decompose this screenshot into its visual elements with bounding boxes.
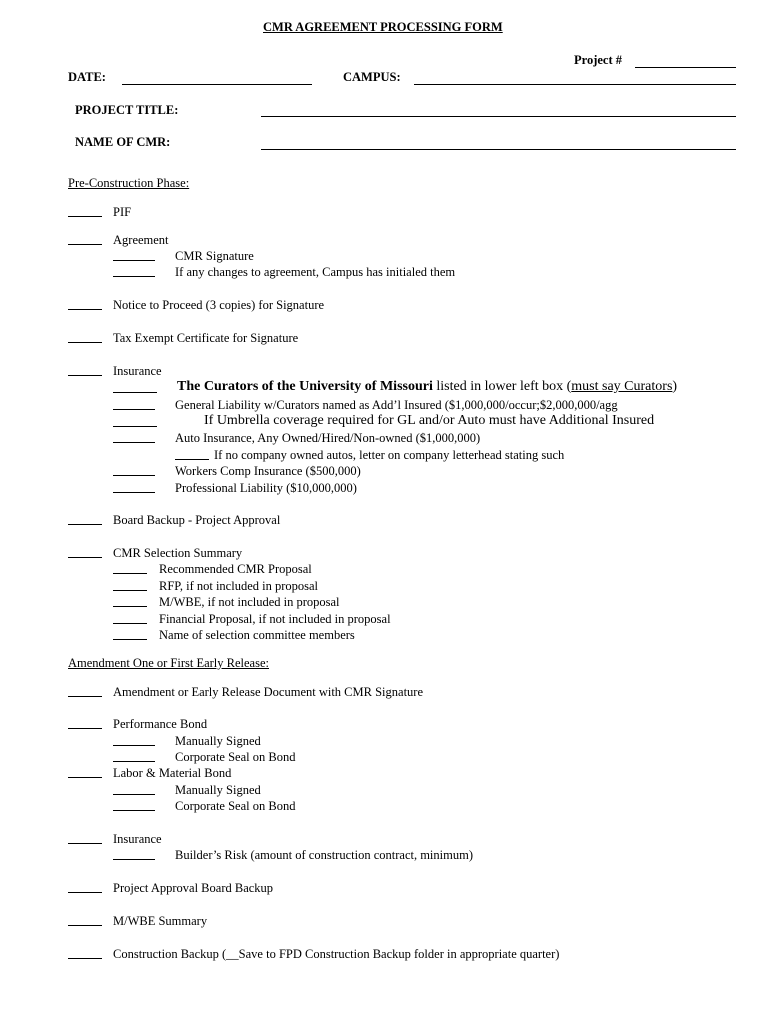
gl-item: General Liability w/Curators named as Add’l Insured ($1,000,000/occur;$2,000,000/agg: [175, 398, 618, 412]
workers-comp-item: Workers Comp Insurance ($500,000): [175, 464, 361, 478]
amend-board-check[interactable]: [68, 892, 102, 893]
campus-label: CAMPUS:: [343, 70, 401, 84]
selection-check[interactable]: [68, 557, 102, 558]
sel-financial-item: Financial Proposal, if not included in proposal: [159, 612, 391, 626]
amend-doc-item: Amendment or Early Release Document with CMR Signature: [113, 685, 424, 699]
performance-bond-check[interactable]: [68, 728, 102, 729]
board-backup-check[interactable]: [68, 524, 102, 525]
amend-insurance-item: Insurance: [113, 832, 162, 846]
sel-recommended-item: Recommended CMR Proposal: [159, 562, 312, 576]
form-title: CMR AGREEMENT PROCESSING FORM: [263, 20, 503, 34]
tax-check[interactable]: [68, 342, 102, 343]
cmr-name-label: NAME OF CMR:: [75, 135, 171, 149]
professional-item: Professional Liability ($10,000,000): [175, 481, 357, 495]
perf-signed-check[interactable]: [113, 745, 155, 746]
perf-seal-item: Corporate Seal on Bond: [175, 750, 296, 764]
cmr-name-field[interactable]: [261, 149, 736, 150]
curators-check[interactable]: [113, 392, 157, 393]
labor-signed-item: Manually Signed: [175, 783, 261, 797]
pif-check[interactable]: [68, 216, 102, 217]
project-number-field[interactable]: [635, 67, 736, 68]
project-number-label: Project #: [574, 53, 623, 67]
sel-recommended-check[interactable]: [113, 573, 147, 574]
project-title-field[interactable]: [261, 116, 736, 117]
perf-signed-item: Manually Signed: [175, 734, 261, 748]
builders-risk-check[interactable]: [113, 859, 155, 860]
auto-letter-item: If no company owned autos, letter on company letterhead stating such: [214, 448, 565, 462]
campus-initialed-item: If any changes to agreement, Campus has initialed them: [175, 265, 456, 279]
workers-comp-check[interactable]: [113, 475, 155, 476]
campus-field[interactable]: [414, 84, 736, 85]
amendment-heading: Amendment One or First Early Release:: [68, 656, 269, 670]
selection-item: CMR Selection Summary: [113, 546, 243, 560]
tax-item: Tax Exempt Certificate for Signature: [113, 331, 299, 345]
sel-rfp-item: RFP, if not included in proposal: [159, 579, 319, 593]
gl-check[interactable]: [113, 409, 155, 410]
amend-board-item: Project Approval Board Backup: [113, 881, 274, 895]
labor-bond-item: Labor & Material Bond: [113, 766, 232, 780]
agreement-check[interactable]: [68, 244, 102, 245]
insurance-check[interactable]: [68, 375, 102, 376]
cmr-signature-check[interactable]: [113, 260, 155, 261]
curators-bold: The Curators of the University of Missouri: [177, 379, 433, 394]
labor-bond-check[interactable]: [68, 777, 102, 778]
pre-construction-heading: Pre-Construction Phase:: [68, 176, 190, 190]
umbrella-item: If Umbrella coverage required for GL and/or Auto must have Additional Insured: [204, 413, 655, 428]
builders-risk-item: Builder’s Risk (amount of construction contract, minimum): [175, 848, 473, 862]
labor-seal-item: Corporate Seal on Bond: [175, 799, 296, 813]
umbrella-check[interactable]: [113, 426, 157, 427]
pif-item: PIF: [113, 205, 132, 219]
sel-rfp-check[interactable]: [113, 590, 147, 591]
amend-doc-check[interactable]: [68, 696, 102, 697]
sel-committee-check[interactable]: [113, 639, 147, 640]
construction-backup-item: Construction Backup (__Save to FPD Construction Backup folder in appropriate quarter): [113, 947, 560, 961]
date-label: DATE:: [68, 70, 106, 84]
project-title-label: PROJECT TITLE:: [75, 103, 179, 117]
sel-financial-check[interactable]: [113, 623, 147, 624]
curators-rest: listed in lower left box (: [432, 379, 572, 394]
curators-end: ): [672, 379, 678, 394]
perf-seal-check[interactable]: [113, 761, 155, 762]
amend-insurance-check[interactable]: [68, 843, 102, 844]
cmr-signature-item: CMR Signature: [175, 249, 254, 263]
campus-initialed-check[interactable]: [113, 276, 155, 277]
labor-signed-check[interactable]: [113, 794, 155, 795]
agreement-item: Agreement: [113, 233, 169, 247]
auto-check[interactable]: [113, 442, 155, 443]
sel-mwbe-item: M/WBE, if not included in proposal: [159, 595, 340, 609]
construction-backup-check[interactable]: [68, 958, 102, 959]
date-field[interactable]: [122, 84, 312, 85]
auto-letter-check[interactable]: [175, 459, 209, 460]
ntp-check[interactable]: [68, 309, 102, 310]
performance-bond-item: Performance Bond: [113, 717, 208, 731]
curators-underline: must say Curators: [571, 379, 673, 394]
professional-check[interactable]: [113, 492, 155, 493]
mwbe-summary-check[interactable]: [68, 925, 102, 926]
mwbe-summary-item: M/WBE Summary: [113, 914, 208, 928]
board-backup-item: Board Backup - Project Approval: [113, 513, 281, 527]
sel-committee-item: Name of selection committee members: [159, 628, 355, 642]
auto-item: Auto Insurance, Any Owned/Hired/Non-owned ($1,000,000): [175, 431, 481, 445]
curators-item: [177, 380, 677, 394]
ntp-item: Notice to Proceed (3 copies) for Signature: [113, 298, 325, 312]
sel-mwbe-check[interactable]: [113, 606, 147, 607]
labor-seal-check[interactable]: [113, 810, 155, 811]
insurance-item: Insurance: [113, 364, 162, 378]
